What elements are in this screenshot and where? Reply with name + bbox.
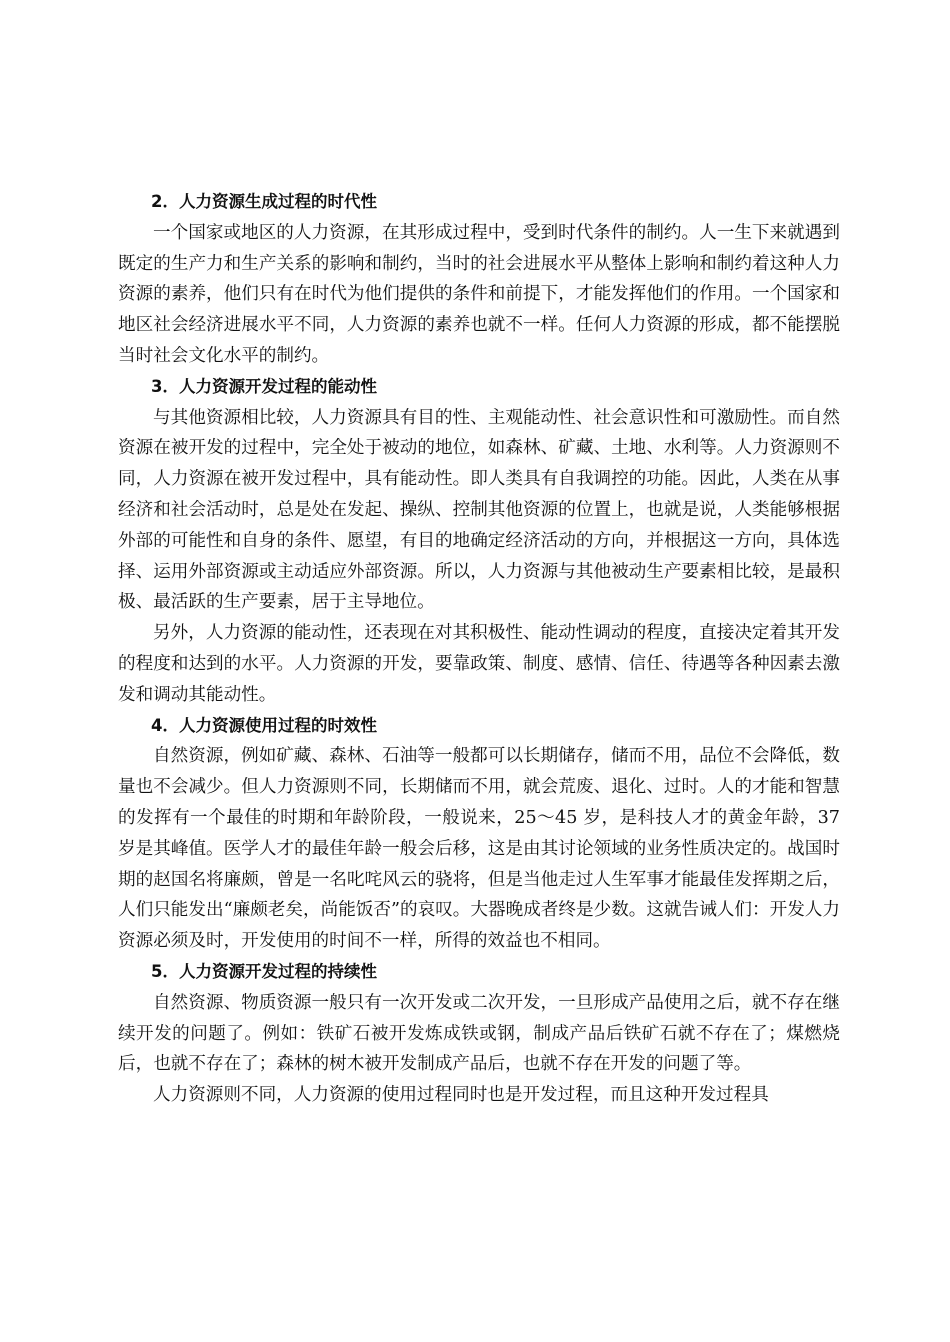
section-heading-4: 4．人力资源使用过程的时效性: [151, 715, 377, 735]
section-heading-5: 5．人力资源开发过程的持续性: [151, 961, 377, 981]
paragraph: 一个国家或地区的人力资源，在其形成过程中，受到时代条件的制约。人一生下来就遇到既定的生产力和生产关系的影响和制约，当时的社会进展水平从整体上影响和制约着这种人力资源的素养，他们只有在时代为他们提供的条件和前提下，才能发挥他们的作用。一个国家和地区社会经济进展水平不同，人力资源的素养也就不一样。任何人力资源的形成，都不能摆脱当时社会文化水平的制约。: [118, 222, 840, 366]
section-heading-3: 3．人力资源开发过程的能动性: [151, 376, 377, 396]
section-heading-2: 2．人力资源生成过程的时代性: [151, 192, 377, 211]
paragraph: 自然资源、物质资源一般只有一次开发或二次开发，一旦形成产品使用之后，就不存在继续开发的问题了。例如：铁矿石被开发炼成铁或钢，制成产品后铁矿石就不存在了；煤燃烧后，也就不存在了；森林的树木被开发制成产品后，也就不存在开发的问题了等。: [118, 992, 840, 1075]
paragraph: 另外，人力资源的能动性，还表现在对其积极性、能动性调动的程度，直接决定着其开发的程度和达到的水平。人力资源的开发，要靠政策、制度、感情、信任、待遇等各种因素去激发和调动其能动性。: [118, 623, 840, 705]
paragraph: 自然资源，例如矿藏、森林、石油等一般都可以长期储存，储而不用，品位不会降低，数量也不会减少。但人力资源则不同，长期储而不用，就会荒废、退化、过时。人的才能和智慧的发挥有一个最佳的时期和年龄阶段，一般说来，25～45 岁，是科技人才的黄金年龄，37 岁是其峰值。医学人才的最佳年龄一般会后移，这是由其讨论领域的业务性质决定的。战国时期的赵国名将廉颇，曾是一名叱咤风云的骁将，但是当他走过人生军事才能最佳发挥期之后，人们只能发出“廉颇老矣，尚能饭否”的哀叹。大器晚成者终是少数。这就告诫人们：开发人力资源必须及时，开发使用的时间不一样，所得的效益也不相同。: [118, 746, 840, 952]
paragraph: 人力资源则不同，人力资源的使用过程同时也是开发过程，而且这种开发过程具: [153, 1085, 769, 1106]
document-page: [118, 187, 840, 1111]
paragraph: 与其他资源相比较，人力资源具有目的性、主观能动性、社会意识性和可激励性。而自然资源在被开发的过程中，完全处于被动的地位，如森林、矿藏、土地、水利等。人力资源则不同，人力资源在被开发过程中，具有能动性。即人类具有自我调控的功能。因此，人类在从事经济和社会活动时，总是处在发起、操纵、控制其他资源的位置上，也就是说，人类能够根据外部的可能性和自身的条件、愿望，有目的地确定经济活动的方向，并根据这一方向，具体选择、运用外部资源或主动适应外部资源。所以，人力资源与其他被动生产要素相比较，是最积极、最活跃的生产要素，居于主导地位。: [118, 407, 840, 613]
